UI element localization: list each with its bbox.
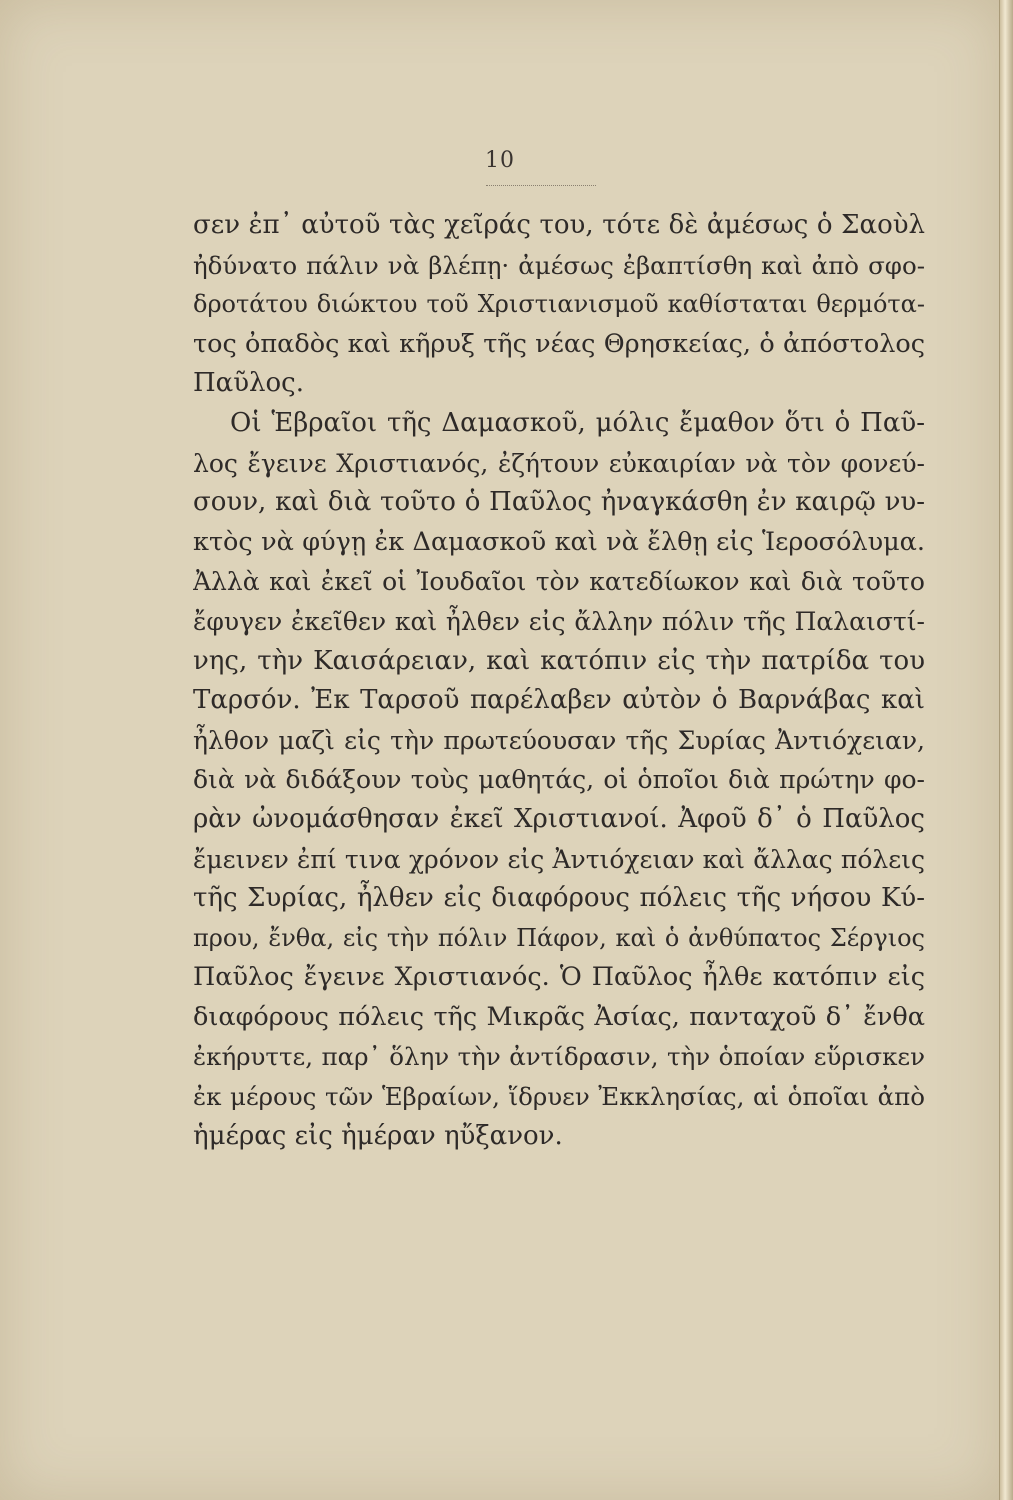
text-line: ἔφυγεν ἐκεῖθεν καὶ ἦλθεν εἰς ἄλλην πόλιν τῆς Παλαιστί- — [193, 606, 925, 636]
text-line: διαφόρους πόλεις τῆς Μικρᾶς Ἀσίας, πανταχοῦ δ᾽ ἔνθα — [193, 1001, 925, 1032]
text-line: Ἀλλὰ καὶ ἐκεῖ οἱ Ἰουδαῖοι τὸν κατεδίωκον καὶ διὰ τοῦτο — [193, 567, 925, 597]
text-line: ἔμεινεν ἐπί τινα χρόνον εἰς Ἀντιόχειαν καὶ ἄλλας πόλεις — [193, 844, 925, 874]
text-line: σεν ἐπ᾽ αὐτοῦ τὰς χεῖράς του, τότε δὲ ἀμέσως ὁ Σαοὺλ — [193, 210, 925, 240]
page-edge — [999, 0, 1013, 1500]
text-line: Ταρσόν. Ἐκ Ταρσοῦ παρέλαβεν αὐτὸν ὁ Βαρνάβας καὶ — [193, 685, 925, 716]
text-line: ἐκήρυττε, παρ᾽ ὅλην τὴν ἀντίδρασιν, τὴν ὁποίαν εὕρισκεν — [193, 1042, 925, 1072]
text-line: Οἱ Ἑβραῖοι τῆς Δαμασκοῦ, μόλις ἔμαθον ὅτι ὁ Παῦ- — [230, 407, 925, 438]
text-line: διὰ νὰ διδάξουν τοὺς μαθητάς, οἱ ὁποῖοι διὰ πρώτην φο- — [193, 765, 925, 795]
text-line: ἐκ μέρους τῶν Ἑβραίων, ἵδρυεν Ἐκκλησίας, αἱ ὁποῖαι ἀπὸ — [193, 1082, 925, 1112]
text-line: πρου, ἔνθα, εἰς τὴν πόλιν Πάφον, καὶ ὁ ἀνθύπατος Σέργιος — [193, 923, 925, 952]
text-line: τῆς Συρίας, ἦλθεν εἰς διαφόρους πόλεις τῆς νήσου Κύ- — [193, 883, 925, 914]
page-number: 10 — [485, 148, 515, 173]
page-number-rule — [486, 185, 596, 186]
text-line: ἠδύνατο πάλιν νὰ βλέπῃ· ἀμέσως ἐβαπτίσθη καὶ ἀπὸ σφο- — [193, 250, 925, 280]
text-line: δροτάτου διώκτου τοῦ Χριστιανισμοῦ καθίσταται θερμότα- — [193, 290, 925, 319]
text-line: ἦλθον μαζὶ εἰς τὴν πρωτεύουσαν τῆς Συρίας Ἀντιόχειαν, — [193, 725, 925, 755]
text-line: ρὰν ὠνομάσθησαν ἐκεῖ Χριστιανοί. Ἀφοῦ δ᾽ ὁ Παῦλος — [193, 803, 925, 834]
text-line: τος ὀπαδὸς καὶ κῆρυξ τῆς νέας Θρησκείας, ὁ ἀπόστολος — [193, 328, 925, 359]
text-line: Παῦλος. — [193, 368, 304, 399]
text-line: κτὸς νὰ φύγῃ ἐκ Δαμασκοῦ καὶ νὰ ἔλθῃ εἰς Ἱεροσόλυμα. — [193, 526, 925, 557]
text-line: λος ἔγεινε Χριστιανός, ἐζήτουν εὐκαιρίαν νὰ τὸν φονεύ- — [193, 448, 925, 478]
text-line: ἡμέρας εἰς ἡμέραν ηὔξανον. — [193, 1120, 563, 1151]
body-text — [193, 206, 925, 1156]
text-line: σουν, καὶ διὰ τοῦτο ὁ Παῦλος ἠναγκάσθη ἐν καιρῷ νυ- — [193, 487, 925, 518]
text-line: Παῦλος ἔγεινε Χριστιανός. Ὁ Παῦλος ἦλθε κατόπιν εἰς — [193, 962, 925, 993]
text-line: νης, τὴν Καισάρειαν, καὶ κατόπιν εἰς τὴν πατρίδα του — [193, 645, 925, 676]
